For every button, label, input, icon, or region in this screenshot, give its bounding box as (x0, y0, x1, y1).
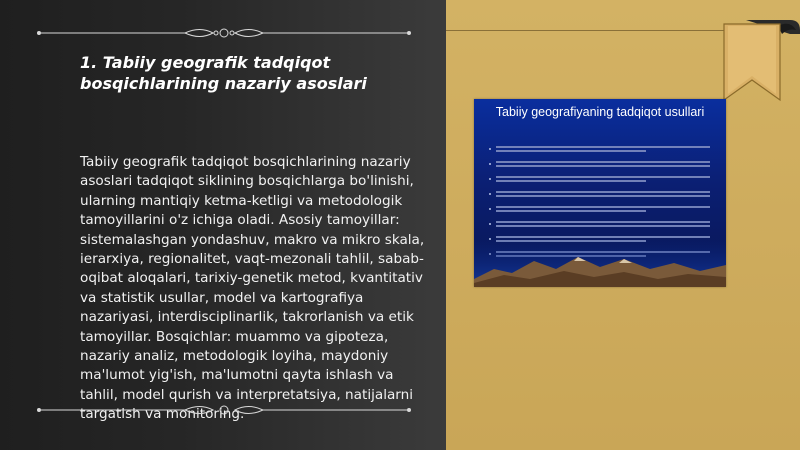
slide-body-text: Tabiiy geografik tadqiqot bosqichlarining nazariy asoslari tadqiqot siklining bosqichlarga bo'linishi, ularning mantiqiy ketma-ketligi va metodologik tamoyillarini o'z ichiga oladi. Asosiy tamoyillar: sistemalashgan yondashuv, makro va mikro skala, ierarxiya, regionalitet, vaqt-mezonali tahlil, sabab-oqibat aloqalari, tarixiy-genetik metod, kvantitativ va statistik usullar, model va kartografiya nazariyasi, interdisciplinarlik, takrorlanish va etik tamoyillar. Bosqichlar: muammo va gipoteza, nazariy analiz, metodologik loyiha, maydoniy ma'lumot yig'ish, ma'lumotni qayta ishlash va tahlil, model qurish va interpretatsiya, natijalarni targatish va monitoring. (80, 154, 425, 423)
embedded-slide-title: Tabiiy geografiyaning tadqiqot usullari (495, 105, 705, 119)
ornament-divider-icon (35, 402, 413, 418)
bookmark-ribbon-icon (718, 16, 800, 112)
list-item (496, 221, 710, 234)
ornament-divider-icon (35, 25, 413, 41)
slide-title: 1. Tabiiy geografik tadqiqot bosqichlarining nazariy asoslari (80, 53, 367, 93)
mountain-landscape (474, 239, 726, 287)
right-panel (446, 0, 800, 450)
list-item (496, 146, 710, 159)
list-item (496, 206, 710, 219)
embedded-slide-image (474, 99, 726, 287)
list-item (496, 191, 710, 204)
list-item (496, 176, 710, 189)
list-item (496, 161, 710, 174)
